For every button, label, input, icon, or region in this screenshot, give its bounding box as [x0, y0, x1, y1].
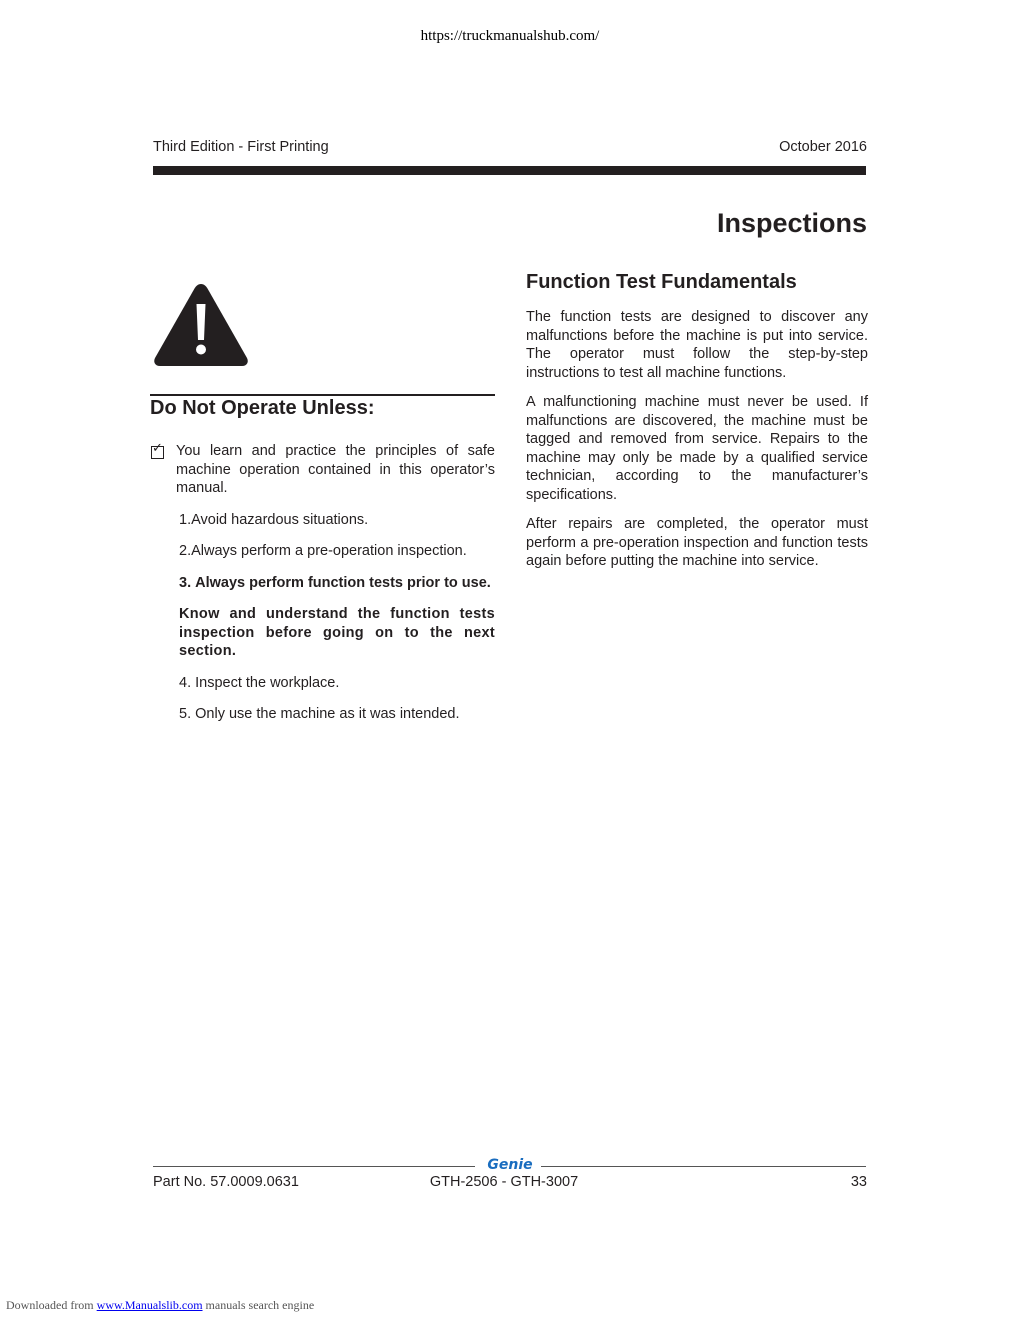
source-url: https://truckmanualshub.com/: [420, 28, 600, 44]
warning-triangle-icon: [152, 280, 250, 368]
footer-rule-right: [541, 1166, 866, 1167]
function-test-heading: Function Test Fundamentals: [526, 271, 797, 293]
genie-logo: Genie: [487, 1157, 533, 1173]
header-rule: [153, 166, 866, 175]
do-not-operate-list: [150, 442, 495, 724]
edition-label: Third Edition - First Printing: [153, 139, 329, 155]
list-item: 1.Avoid hazardous situations.: [179, 511, 369, 528]
function-test-body: [526, 308, 868, 582]
model-label: GTH-2506 - GTH-3007: [429, 1174, 579, 1190]
list-item: 4. Inspect the workplace.: [179, 674, 340, 691]
download-note: Downloaded from www.Manualslib.com manuals search engine: [6, 1298, 315, 1312]
know-note: Know and understand the function tests inspection before going on to the next section.: [179, 606, 495, 659]
list-item: 3. Always perform function tests prior to use.: [179, 574, 491, 591]
part-number: Part No. 57.0009.0631: [153, 1174, 299, 1190]
checkbox-icon: ✓: [151, 446, 164, 459]
paragraph: After repairs are completed, the operator must perform a pre-operation inspection and function tests again before putting the machine into service.: [526, 516, 868, 569]
checklist-item: [150, 442, 495, 498]
footer-rule-left: [153, 1166, 475, 1167]
list-item: 2.Always perform a pre-operation inspection.: [179, 543, 467, 559]
paragraph: A malfunctioning machine must never be used. If malfunctions are discovered, the machine must be tagged and removed from service. Repairs to the machine may only be made by a qualified service technician, according to the manufacturer’s specifications.: [526, 394, 868, 503]
manualslib-link[interactable]: www.Manualslib.com: [96, 1298, 203, 1312]
page-title: Inspections: [716, 208, 867, 238]
checklist-text: You learn and practice the principles of safe machine operation contained in this operator’s manual.: [176, 443, 495, 496]
paragraph: The function tests are designed to discover any malfunctions before the machine is put into service. The operator must follow the step-by-step instructions to test all machine functions.: [526, 309, 868, 381]
section-rule: [150, 394, 495, 396]
do-not-operate-heading: Do Not Operate Unless:: [150, 397, 375, 419]
date-label: October 2016: [779, 139, 867, 155]
list-item: 5. Only use the machine as it was intended.: [179, 706, 460, 722]
page-number: 33: [850, 1174, 867, 1190]
